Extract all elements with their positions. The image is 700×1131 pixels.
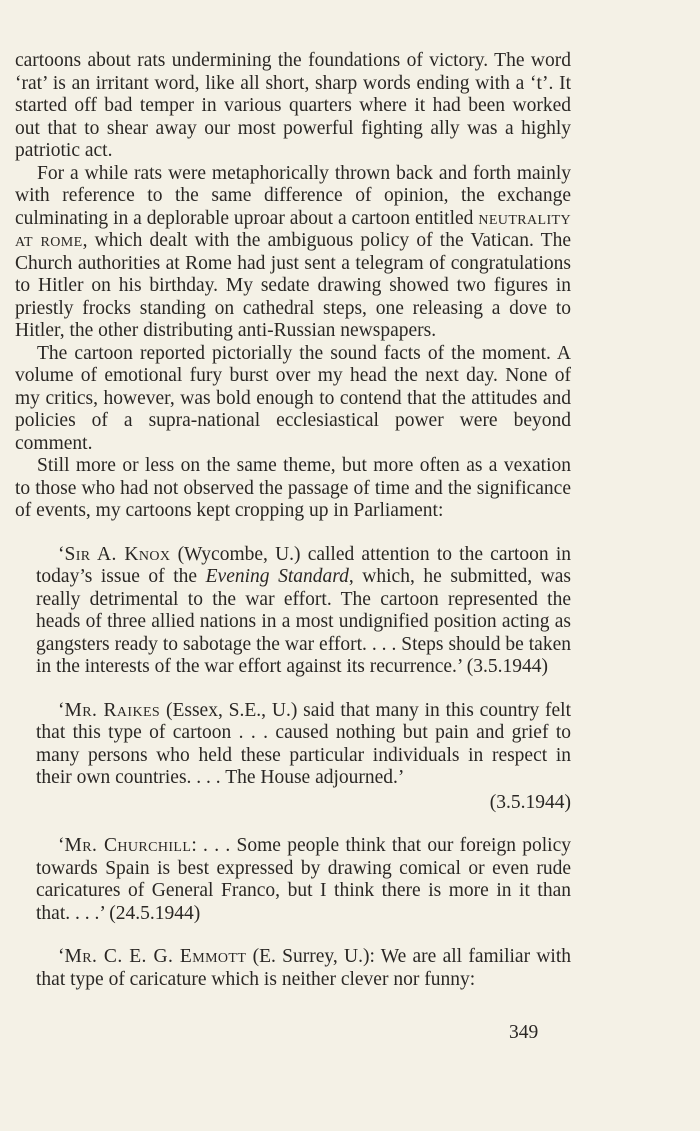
speaker-name: Mr. C. E. G. Emmott	[64, 946, 247, 967]
newspaper-title: Evening Standard	[205, 566, 349, 587]
quote-open-mark: ‘	[58, 699, 65, 721]
quote-open-mark: ‘	[58, 543, 65, 565]
speaker-name: Mr. Churchill	[64, 835, 192, 856]
quote-knox	[36, 544, 571, 679]
paragraph-1: cartoons about rats undermining the foundations of victory. The word ‘rat’ is an irritant word, like all short, sharp words ending with a ‘t’. It started off bad temper in various quarters where it had been worked out that to shear away our most powerful fighting ally was a highly patriotic act.	[15, 50, 571, 161]
paragraph-3: The cartoon reported pictorially the sound facts of the moment. A volume of emotional fury burst over my head the next day. None of my critics, however, was bold enough to contend that the attitudes and policies of a supra-national ecclesiastical power were beyond comment.	[15, 342, 571, 454]
quote-text: : . . . Some people think that our foreign policy towards Spain is best expressed by drawing comical or even rude caricatures of General Franco, but I think there is more in it than that. . . .’ (24.5.1944)	[36, 835, 572, 924]
quote-text: (E. Surrey, U.): We are all familiar with that type of caricature which is neither clever nor funny:	[36, 946, 571, 990]
paragraph-2-text-a: For a while rats were metaphorically thrown back and forth mainly with reference to the same difference of opinion, the exchange culminating in a deplorable uproar about a cartoon entitled	[15, 162, 571, 229]
speaker-name: Sir A. Knox	[64, 543, 171, 565]
quote-text: (Essex, S.E., U.) said that many in this country felt that this type of cartoon . . . caused nothing but pain and grief to many persons who held these particular individuals in respect in their own countries. . . . The House adjourned.’	[36, 699, 572, 788]
speaker-name: Mr. Raikes	[64, 699, 161, 721]
paragraph-4: Still more or less on the same theme, but more often as a vexation to those who had not observed the passage of time and the significance of events, my cartoons kept cropping up in Parliament:	[15, 455, 571, 521]
cartoon-title: neutrality at rome	[15, 207, 571, 251]
quote-date: (3.5.1944)	[489, 791, 571, 813]
paragraph-2-text-b: , which dealt with the ambiguous policy of the Vatican. The Church authorities at Rome had just sent a telegram of congratulations to Hitler on his birthday. My sedate drawing showed two figures in priestly frocks standing on cathedral steps, one releasing a dove to Hitler, the other distributing anti-Russian newspapers.	[15, 230, 571, 341]
quote-emmott	[36, 946, 571, 991]
quote-text: , which, he submitted, was really detrimental to the war effort. The cartoon represented the heads of three allied nations in a most undignified position acting as gangsters ready to sabotage the war effort. . . . Steps should be taken in the interests of the war effort against its recurrence.’ (3.5.1944)	[36, 566, 572, 677]
page-body	[15, 50, 571, 991]
quote-open-mark: ‘	[58, 835, 65, 856]
quote-raikes	[36, 700, 571, 815]
page-number: 349	[509, 1022, 539, 1043]
paragraph-2	[15, 163, 571, 343]
quote-open-mark: ‘	[58, 946, 65, 967]
quote-text: (Wycombe, U.) called attention to the cartoon in today’s issue of the	[36, 543, 571, 587]
quote-churchill	[36, 835, 571, 925]
